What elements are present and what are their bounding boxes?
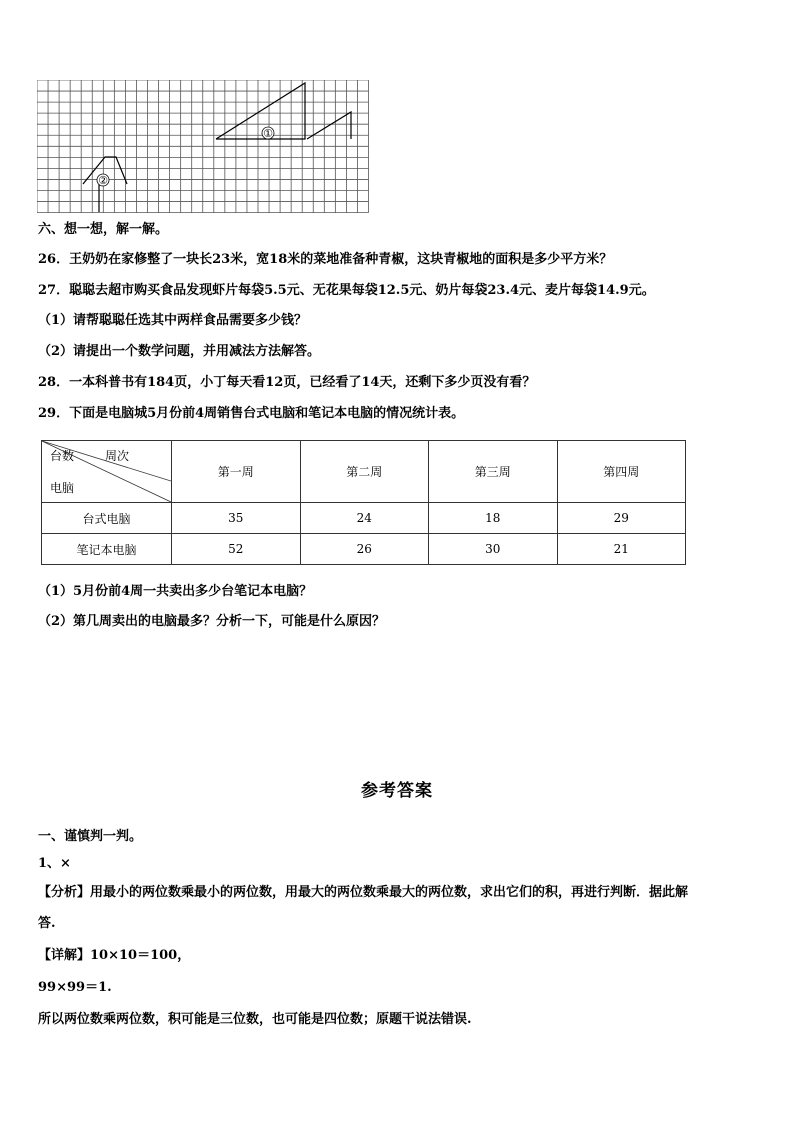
table-header-week: 第三周: [429, 441, 558, 503]
table-cell: 30: [429, 534, 558, 565]
corner-label-computer: 电脑: [50, 481, 75, 495]
table-row: [42, 503, 686, 534]
answers-section-1: 一、谨慎判一判。: [38, 829, 143, 844]
question-27-1: （1）请帮聪聪任选其中两样食品需要多少钱？: [38, 313, 308, 328]
question-29-1: （1）5月份前4周一共卖出多少台笔记本电脑？: [38, 584, 313, 599]
answer-item-1: 1、×: [38, 856, 71, 871]
corner-label-count: 台数: [50, 449, 75, 463]
table-row: [42, 534, 686, 565]
table-cell: 26: [300, 534, 429, 565]
analysis-line-1: 【分析】用最小的两位数乘最小的两位数，用最大的两位数乘最大的两位数，求出它们的积，再进行判断．据此解: [38, 885, 689, 900]
question-29-2: （2）第几周卖出的电脑最多？分析一下，可能是什么原因？: [38, 614, 386, 629]
table-cell: 29: [557, 503, 686, 534]
figure-label-2: ②: [98, 174, 108, 187]
table-header-week: 第二周: [300, 441, 429, 503]
table-header-week: 第四周: [557, 441, 686, 503]
figure-label-1: ①: [263, 127, 273, 140]
question-27: 27．聪聪去超市购买食品发现虾片每袋5.5元、无花果每袋12.5元、奶片每袋23.4元、麦片每袋14.9元。: [38, 283, 655, 298]
table-row-label: 笔记本电脑: [42, 534, 172, 565]
question-28: 28．一本科普书有184页，小丁每天看12页，已经看了14天，还剩下多少页没有看？: [38, 375, 536, 390]
question-29: 29．下面是电脑城5月份前4周销售台式电脑和笔记本电脑的情况统计表。: [38, 406, 465, 421]
table-cell: 35: [172, 503, 301, 534]
sales-table: [41, 440, 686, 565]
table-cell: 52: [172, 534, 301, 565]
table-cell: 21: [557, 534, 686, 565]
table-row-label: 台式电脑: [42, 503, 172, 534]
answers-title: 参考答案: [361, 781, 433, 801]
table-cell: 18: [429, 503, 558, 534]
detail-line-3: 所以两位数乘两位数，积可能是三位数，也可能是四位数；原题干说法错误.: [38, 1012, 472, 1027]
grid-figure: [37, 80, 369, 215]
table-cell: 24: [300, 503, 429, 534]
table-header-week: 第一周: [172, 441, 301, 503]
section6-heading: 六、想一想，解一解。: [38, 222, 169, 237]
table-header-row: [42, 441, 686, 503]
table-corner-cell: [42, 441, 172, 503]
question-27-2: （2）请提出一个数学问题，并用减法方法解答。: [38, 344, 321, 359]
detail-line-2: 99×99＝1.: [38, 980, 112, 995]
corner-label-week: 周次: [105, 449, 130, 463]
detail-line-1: 【详解】10×10＝100，: [38, 948, 191, 963]
question-26: 26．王奶奶在家修整了一块长23米，宽18米的菜地准备种青椒，这块青椒地的面积是多少平方米？: [38, 252, 613, 267]
analysis-line-2: 答.: [38, 916, 56, 931]
